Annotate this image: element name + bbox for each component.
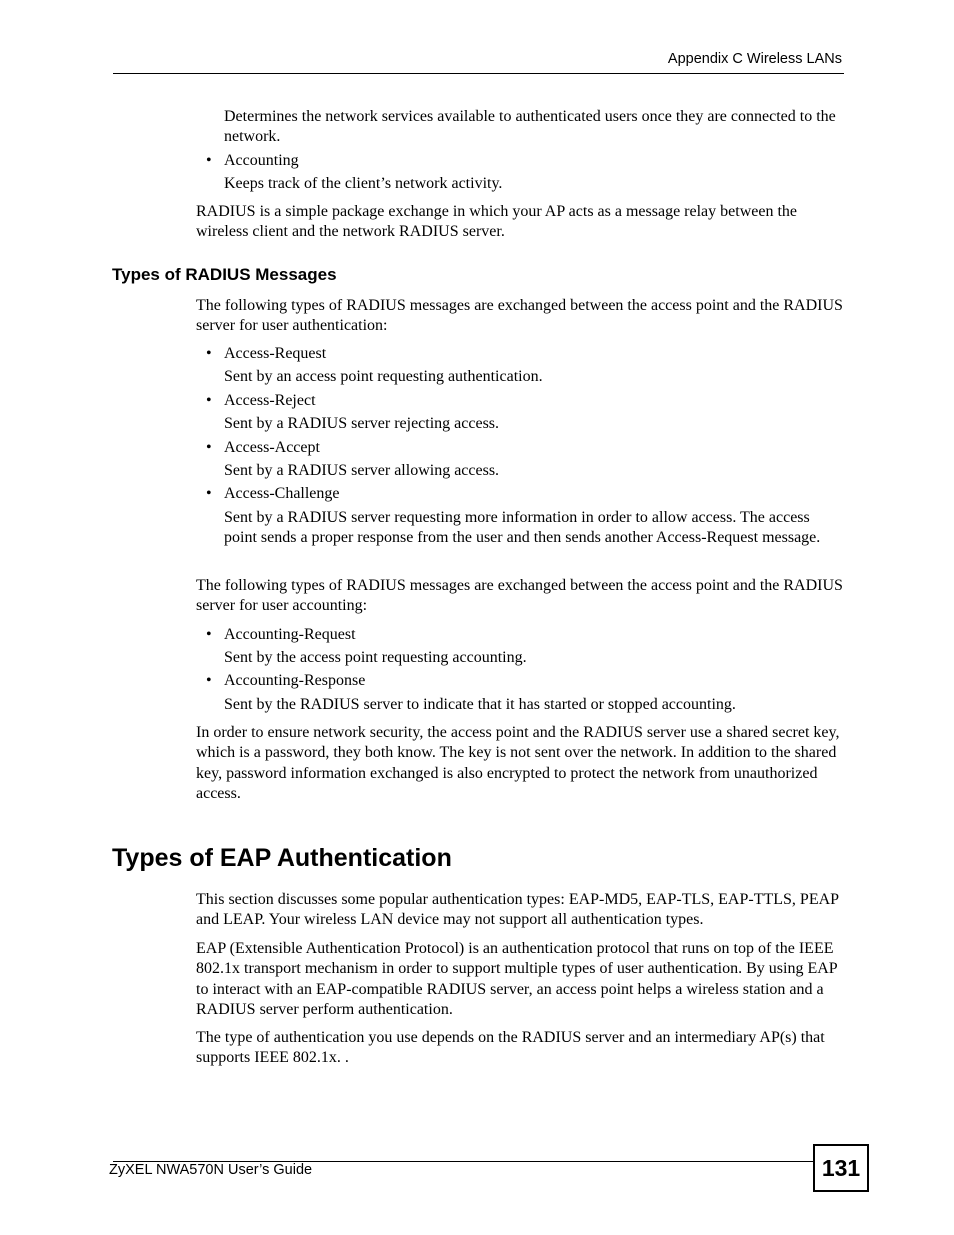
header-divider	[113, 73, 844, 74]
list-item-description: Sent by a RADIUS server allowing access.	[224, 462, 500, 479]
bullet-marker: •	[206, 392, 212, 409]
list-item-description: Sent by the RADIUS server to indicate that it has started or stopped accounting.	[224, 696, 736, 713]
acct-messages-intro: The following types of RADIUS messages are exchanged between the access point and the RADIUS server for user accounting:	[196, 577, 843, 615]
bullet-marker: •	[206, 626, 212, 643]
list-item-description: Sent by an access point requesting authentication.	[224, 368, 543, 385]
header-title: Appendix C Wireless LANs	[667, 51, 842, 67]
bullet-marker: •	[206, 439, 212, 456]
list-item-description: Sent by a RADIUS server rejecting access.	[224, 415, 500, 432]
eap-paragraph-3: The type of authentication you use depends on the RADIUS server and an intermediary AP(s) that supports IEEE 802.1x. .	[196, 1029, 825, 1067]
bullet-marker: •	[206, 672, 212, 689]
list-item-description: Sent by a RADIUS server requesting more information in order to allow access. The access point sends a proper response from the user and then sends another Access-Request message.	[224, 509, 821, 547]
security-paragraph: In order to ensure network security, the access point and the RADIUS server use a shared secret key, which is a password, they both know. The key is not sent over the network. In addition to the shared key, password information exchanged is also encrypted to protect the network from unauthorized access.	[196, 724, 840, 803]
authorization-description: Determines the network services available to authenticated users once they are connected to the network.	[224, 108, 836, 146]
bullet-marker: •	[206, 152, 212, 169]
accounting-description: Keeps track of the client’s network activity.	[224, 175, 503, 192]
page-number: 131	[813, 1144, 869, 1192]
bullet-marker: •	[206, 485, 212, 502]
radius-messages-heading: Types of RADIUS Messages	[112, 265, 337, 284]
list-item-label: Accounting-Request	[224, 626, 356, 643]
list-item-label: Access-Challenge	[224, 485, 340, 502]
accounting-label: Accounting	[224, 152, 299, 169]
auth-messages-intro: The following types of RADIUS messages are exchanged between the access point and the RADIUS server for user authentication:	[196, 297, 843, 335]
eap-section-heading: Types of EAP Authentication	[112, 844, 452, 872]
list-item-label: Accounting-Response	[224, 672, 366, 689]
list-item-label: Access-Request	[224, 345, 327, 362]
eap-paragraph-2: EAP (Extensible Authentication Protocol) is an authentication protocol that runs on top of the IEEE 802.1x transport mechanism in order to support multiple types of user authentication. By using EAP to interact with an EAP-compatible RADIUS server, an access point helps a wireless station and a RADIUS server perform authentication.	[196, 940, 838, 1019]
footer-guide-title: ZyXEL NWA570N User’s Guide	[109, 1162, 313, 1178]
bullet-marker: •	[206, 345, 212, 362]
list-item-label: Access-Accept	[224, 439, 320, 456]
radius-paragraph: RADIUS is a simple package exchange in which your AP acts as a message relay between the wireless client and the network RADIUS server.	[196, 203, 797, 241]
list-item-description: Sent by the access point requesting accounting.	[224, 649, 527, 666]
eap-paragraph-1: This section discusses some popular authentication types: EAP-MD5, EAP-TLS, EAP-TTLS, PEAP and LEAP. Your wireless LAN device may not support all authentication types.	[196, 891, 839, 929]
list-item-label: Access-Reject	[224, 392, 316, 409]
